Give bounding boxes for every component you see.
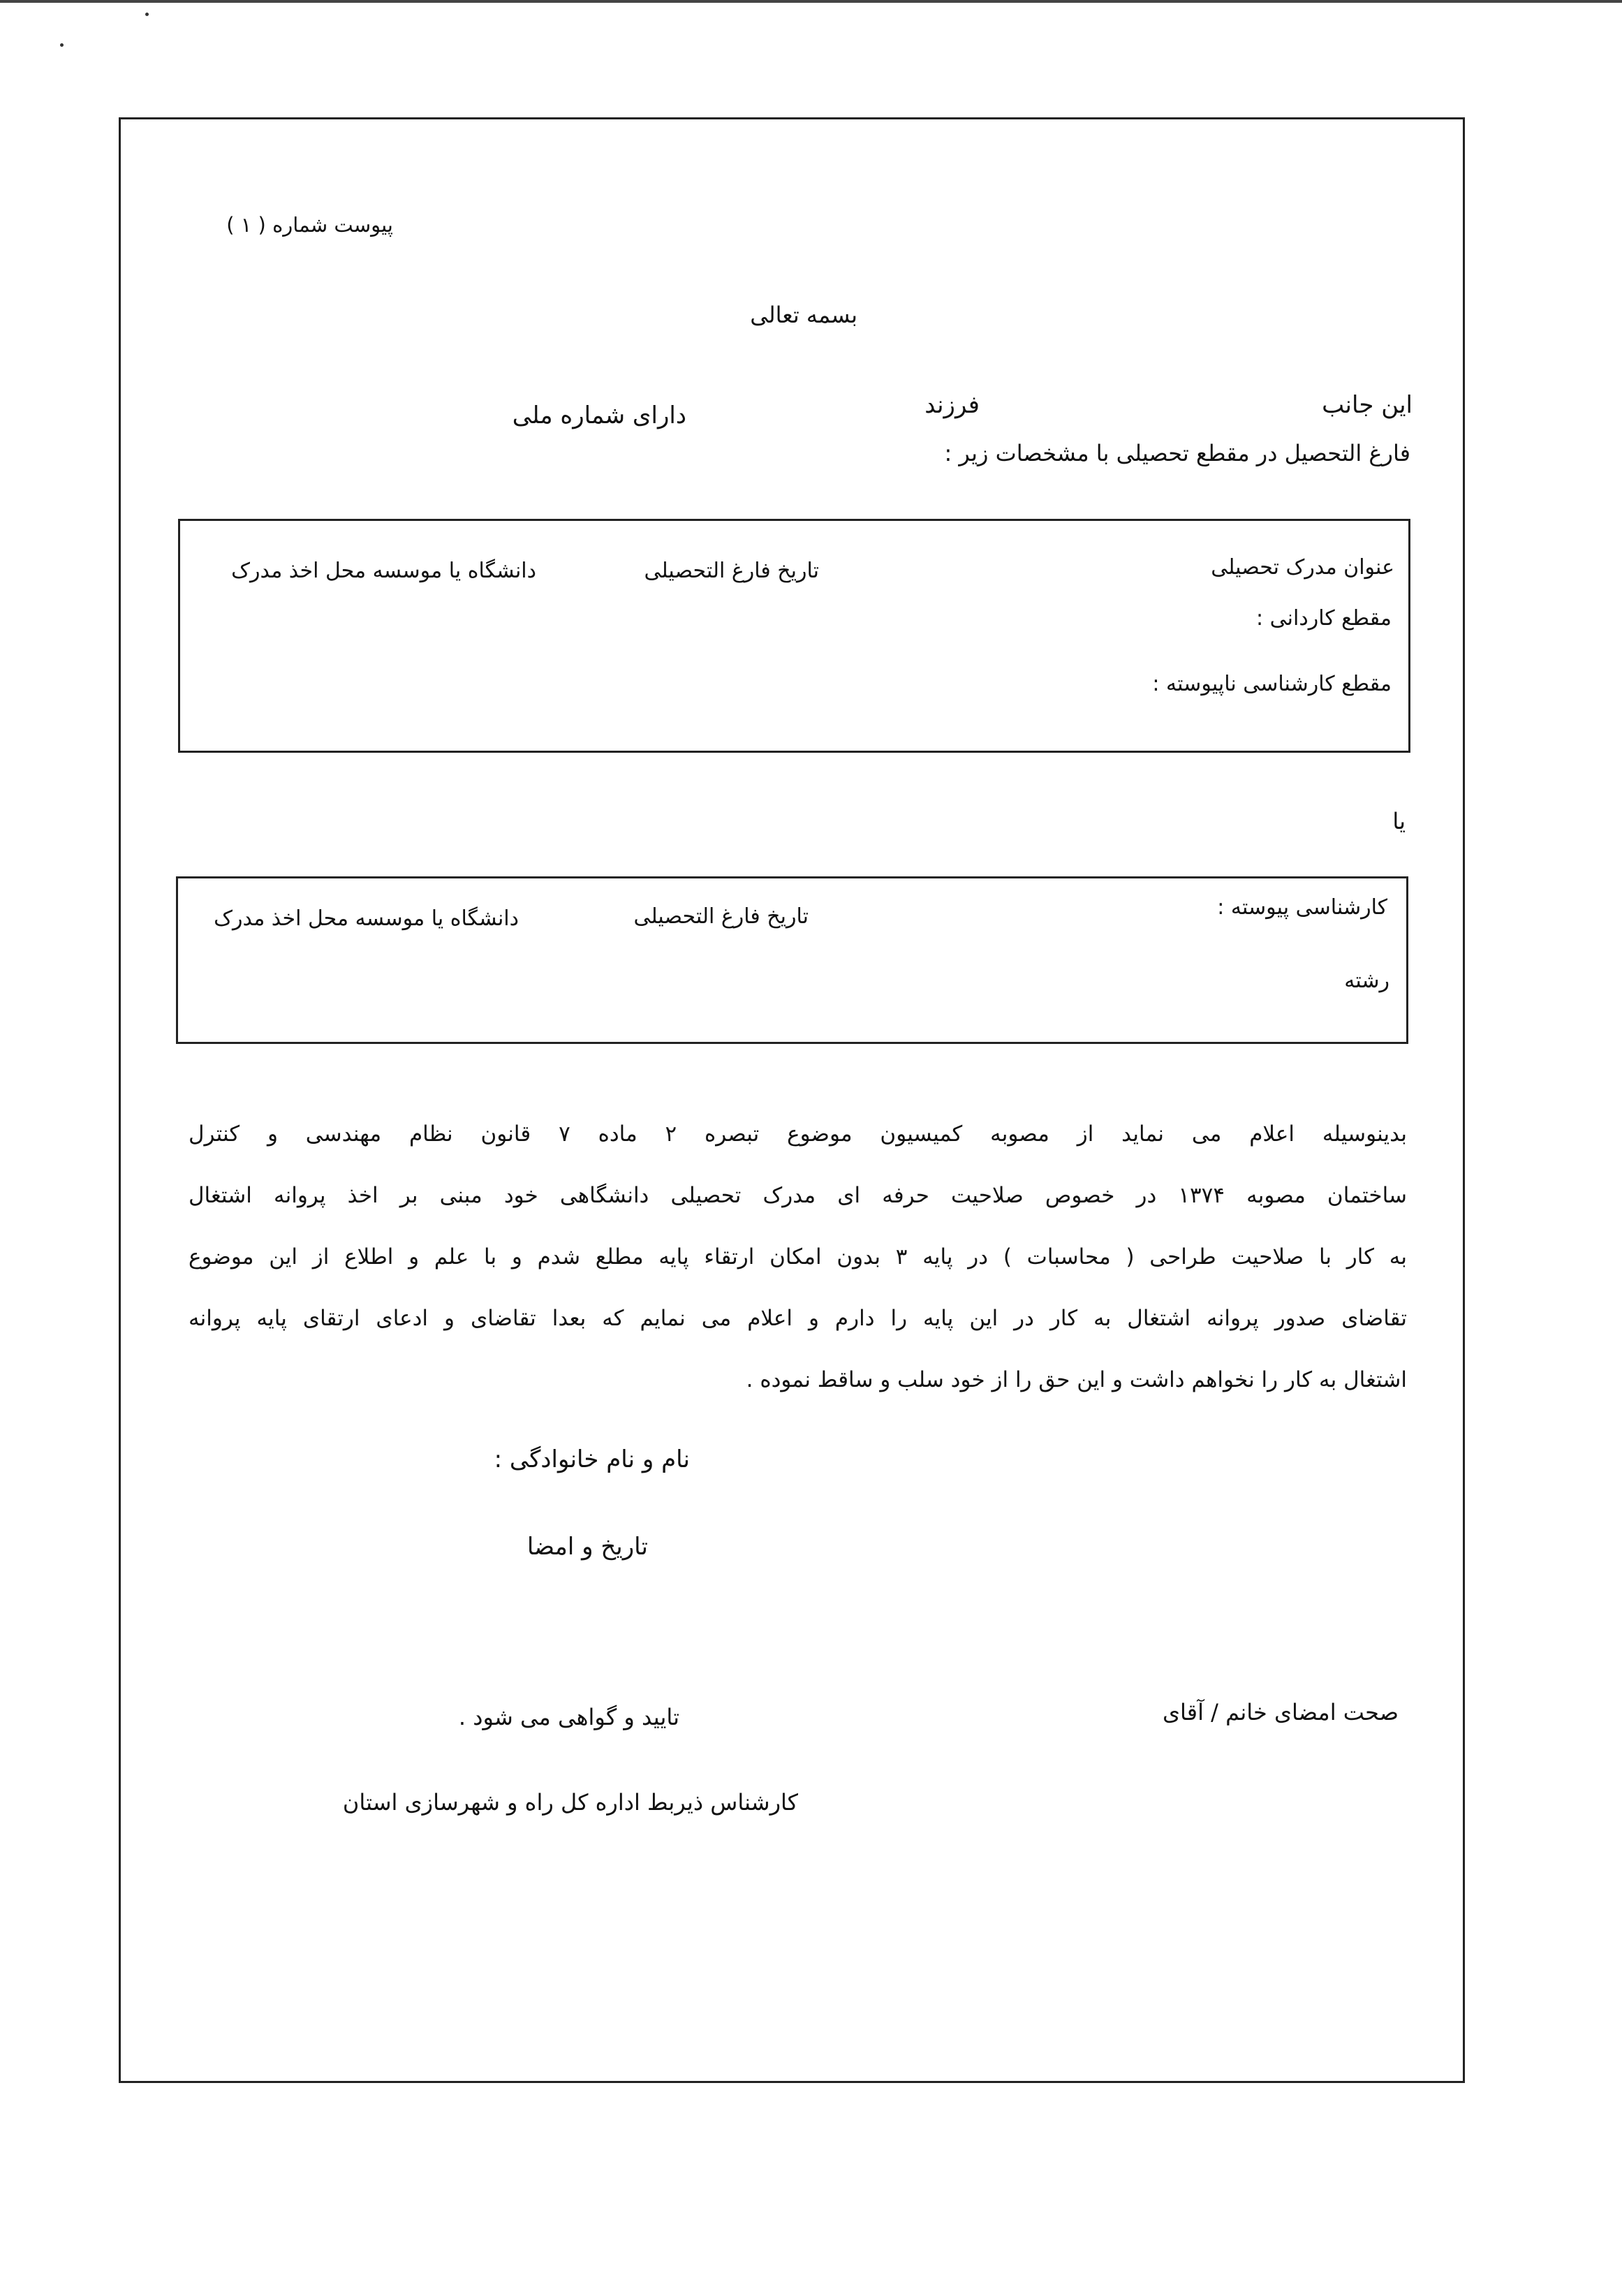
graduation-date-column: تاریخ فارغ التحصیلی bbox=[644, 559, 819, 583]
paragraph-line: اشتغال به کار را نخواهم داشت و این حق را از خود سلب و ساقط نموده . bbox=[746, 1367, 1407, 1392]
or-label: یا bbox=[1392, 808, 1406, 834]
field-of-study-row: رشته bbox=[1344, 969, 1389, 993]
page-border bbox=[119, 117, 1465, 2083]
paragraph-line: تقاضای صدور پروانه اشتغال به کار در این پایه را دارم و اعلام می نمایم که بعدا تقاضای و ادعای ارتقای پایه پروانه bbox=[189, 1306, 1407, 1331]
graduate-line: فارغ التحصیل در مقطع تحصیلی با مشخصات زیر : bbox=[944, 440, 1410, 466]
full-name-label: نام و نام خانوادگی : bbox=[494, 1445, 690, 1473]
university-column: دانشگاه یا موسسه محل اخذ مدرک bbox=[231, 559, 536, 583]
national-id-label: دارای شماره ملی bbox=[512, 402, 686, 429]
scan-speck bbox=[60, 43, 64, 47]
scan-top-edge bbox=[0, 0, 1622, 3]
noncontinuous-bachelor-row: مقطع کارشناسی ناپیوسته : bbox=[1152, 672, 1392, 696]
expert-label: کارشناس ذیربط اداره کل راه و شهرسازی استان bbox=[342, 1789, 798, 1816]
child-of-label: فرزند bbox=[924, 391, 980, 419]
graduation-date-column-2: تاریخ فارغ التحصیلی bbox=[633, 904, 809, 929]
attachment-label: پیوست شماره ( ۱ ) bbox=[226, 213, 393, 237]
continuous-bachelor-row: کارشناسی پیوسته : bbox=[1217, 895, 1387, 920]
document-heading: بسمه تعالی bbox=[750, 302, 857, 328]
paragraph-line: بدینوسیله اعلام می نماید از مصوبه کمیسیون موضوع تبصره ۲ ماده ۷ قانون نظام مهندسی و کنترل bbox=[189, 1121, 1407, 1147]
university-column-2: دانشگاه یا موسسه محل اخذ مدرک bbox=[214, 906, 519, 931]
this-person-label: این جانب bbox=[1322, 391, 1413, 419]
declaration-paragraph bbox=[189, 1103, 1407, 1411]
signature-validity-label: صحت امضای خانم / آقای bbox=[1162, 1699, 1399, 1725]
scan-speck bbox=[145, 13, 149, 16]
confirmation-label: تایید و گواهی می شود . bbox=[458, 1704, 679, 1730]
paragraph-line: ساختمان مصوبه ۱۳۷۴ در خصوص صلاحیت حرفه ای مدرک تحصیلی دانشگاهی خود مبنی بر اخذ پروانه اشتغال bbox=[189, 1183, 1407, 1208]
education-details-box-1 bbox=[178, 519, 1410, 753]
date-signature-label: تاریخ و امضا bbox=[526, 1533, 648, 1561]
paragraph-line: به کار با صلاحیت طراحی ( محاسبات ) در پایه ۳ بدون امکان ارتقاء پایه مطلع شدم و با علم و اطلاع از این موضوع bbox=[189, 1244, 1407, 1270]
associate-degree-row: مقطع کاردانی : bbox=[1256, 606, 1392, 631]
degree-title-column: عنوان مدرک تحصیلی bbox=[1211, 555, 1394, 580]
